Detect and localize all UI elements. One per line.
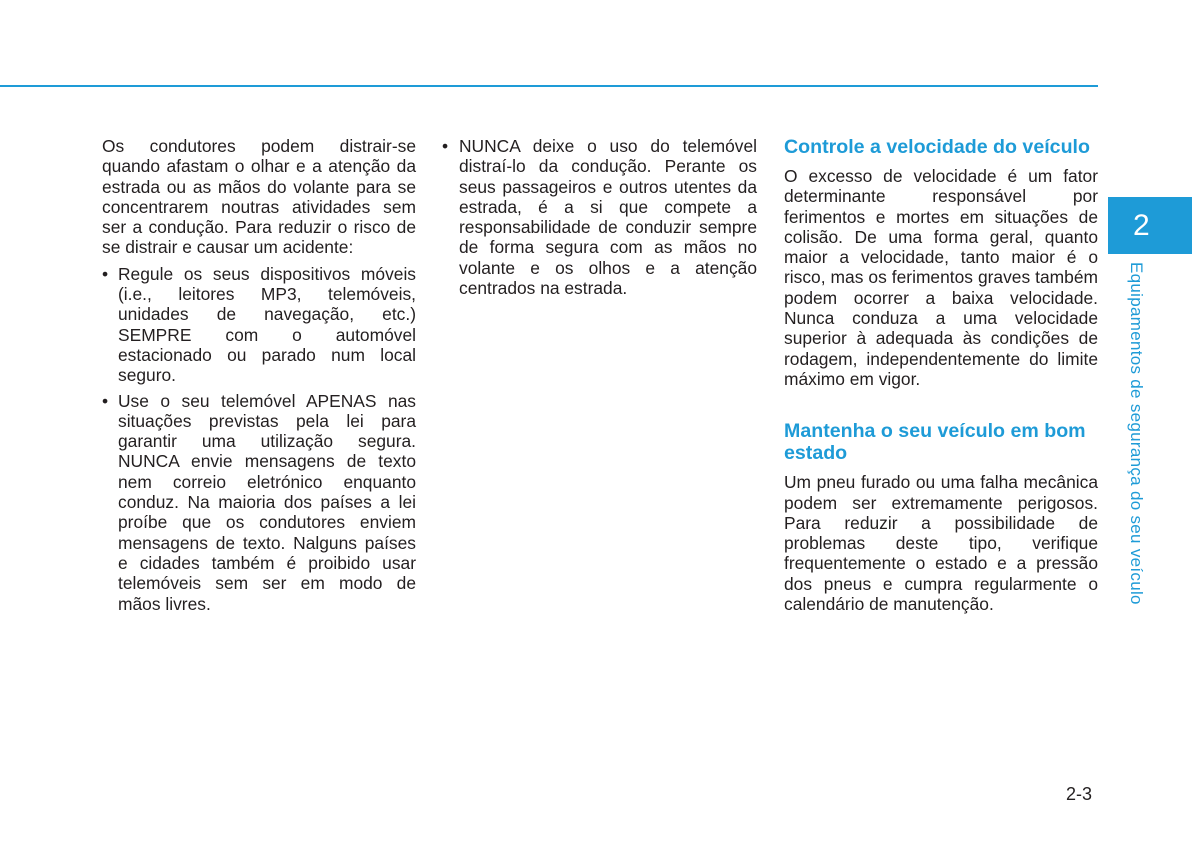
bullet-icon: • (442, 136, 449, 156)
intro-paragraph: Os condutores podem distrair-se quando afastam o olhar e a atenção da estrada ou as mãos do volante para se concentrarem noutras atividades sem ser a condução. Para reduzir o risco de se distrair e causar um acidente: (102, 136, 416, 258)
section-heading-maintenance: Mantenha o seu veículo em bom estado (784, 420, 1086, 465)
chapter-title-text: Equipamentos de segurança do seu veículo (1127, 262, 1146, 605)
column-middle (442, 136, 757, 303)
bullet-icon: • (102, 390, 109, 411)
list-item (102, 391, 416, 614)
column-right (784, 136, 1098, 614)
list-item (442, 136, 757, 298)
list-item-text: Regule os seus dispositivos móveis (i.e., leitores MP3, telemóveis, unidades de navegação, etc.) SEMPRE com o automóvel estacionado ou parado num local seguro. (118, 263, 416, 386)
bullet-icon: • (102, 263, 109, 284)
list-item-text: Use o seu telemóvel APENAS nas situações previstas pela lei para garantir uma utilização segura. NUNCA envie mensagens de texto nem correio eletrónico enquanto conduz. Na maioria dos países a lei proíbe que os condutores enviem mensagens de texto. Nalguns países e cidades também é proibido usar telemóveis sem ser em modo de mãos livres. (118, 390, 416, 614)
list-item (102, 264, 416, 386)
bullet-list (442, 136, 757, 298)
section-body-maintenance: Um pneu furado ou uma falha mecânica podem ser extremamente perigosos. Para reduzir a possibilidade de problemas deste tipo, verifique frequentemente o estado e a pressão dos pneus e cumpra regularmente o calendário de manutenção. (784, 472, 1098, 615)
chapter-title-vertical (1126, 262, 1156, 605)
header-rule (0, 85, 1098, 87)
list-item-text: NUNCA deixe o uso do telemóvel distraí-lo da condução. Perante os seus passageiros e outros utentes da estrada, é a si que compete a responsabilidade de conduzir sempre de forma segura com as mãos no volante e os olhos e a atenção centrados na estrada. (459, 136, 757, 299)
bullet-list (102, 264, 416, 614)
column-left (102, 136, 416, 619)
page-number: 2-3 (1066, 784, 1093, 804)
section-heading-speed: Controle a velocidade do veículo (784, 136, 1090, 158)
section-body-speed: O excesso de velocidade é um fator determinante responsável por ferimentos e mortes em situações de colisão. De uma forma geral, quanto maior a velocidade, tanto maior é o risco, mas os ferimentos graves também podem ocorrer a baixa velocidade. Nunca conduza a uma velocidade superior à adequada às condições de rodagem, independentemente do limite máximo em vigor. (784, 166, 1098, 389)
chapter-number-tab: 2 (1108, 197, 1192, 254)
